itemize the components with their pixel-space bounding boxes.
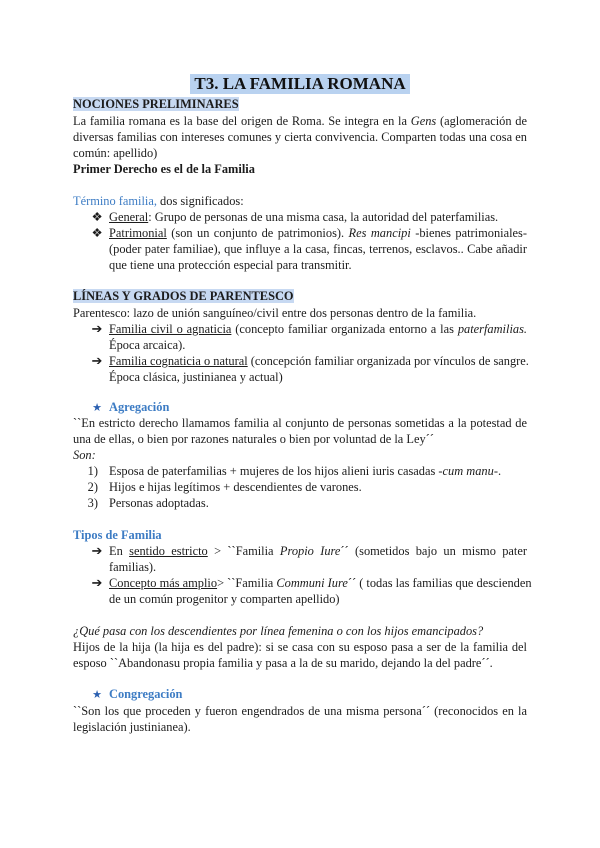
bullet-patrimonial-line-1: Patrimonial (son un conjunto de patrimonios). Res mancipi -bienes patrimoniales- <box>109 226 527 240</box>
section-heading-parentesco: LÍNEAS Y GRADOS DE PARENTESCO <box>73 289 294 303</box>
familia-cognaticia-line-2: Época clásica, justinianea y actual) <box>109 370 283 384</box>
question-line: ¿Qué pasa con los descendientes por línea femenina o con los hijos emancipados? <box>73 624 484 638</box>
paragraph-familia-romana-line-2: diversas familias con intereses comunes y cierta convivencia. Comparten todas una cosa en <box>73 130 527 144</box>
familia-civil-line-1: Familia civil o agnaticia (concepto familiar organizada entorno a las paterfamilias. <box>109 322 527 336</box>
star-bullet-icon: ★ <box>92 402 102 414</box>
bullet-patrimonial-line-3: que tiene una protección especial para transmitir. <box>109 258 352 272</box>
list-item: Esposa de paterfamilias + mujeres de los hijos alieni iuris casadas -cum manu-. <box>109 464 502 478</box>
bullet-patrimonial-line-2: (poder pater familiae), que influye a la casa, fincas, terrenos, esclavos.. Cabe añadir <box>109 242 527 256</box>
agregacion-quote-line-1: ``En estricto derecho llamamos familia al conjunto de personas sometidas a la potestad de <box>73 416 527 430</box>
section-heading-agregacion: Agregación <box>109 400 170 414</box>
section-heading-nociones: NOCIONES PRELIMINARES <box>73 97 239 111</box>
paragraph-familia-romana-line-1: La familia romana es la base del origen de Roma. Se integra en la Gens (aglomeración de <box>73 114 527 128</box>
list-number: 1) <box>87 464 98 478</box>
familia-cognaticia-line-1: Familia cognaticia o natural (concepción familiar organizada por vínculos de sangre. <box>109 354 529 368</box>
arrow-bullet-icon: ➔ <box>91 543 103 558</box>
term-familia-line: Término familia, dos significados: <box>73 194 244 208</box>
gens-term: Gens <box>410 114 437 128</box>
answer-line-2: esposo ``Abandonasu propia familia y pasa a la de su marido, dejando la del padre´´. <box>73 656 493 670</box>
star-bullet-icon: ★ <box>92 689 102 701</box>
arrow-bullet-icon: ➔ <box>91 321 103 336</box>
tipo-amplio-line-2: de un común progenitor y comparten apellido) <box>109 592 340 606</box>
bold-statement: Primer Derecho es el de la Familia <box>73 162 255 176</box>
arrow-bullet-icon: ➔ <box>91 353 103 368</box>
congregacion-quote-line-2: legislación justinianea). <box>73 720 191 734</box>
list-item: Personas adoptadas. <box>109 496 209 510</box>
agregacion-quote-line-2: una de ellas, o bien por razones naturales o bien por voluntad de la Ley´´ <box>73 432 434 446</box>
familia-civil-line-2: Época arcaica). <box>109 338 186 352</box>
tipo-estricto-line-2: familias). <box>109 560 157 574</box>
tipo-estricto-line-1: En sentido estricto > ``Familia Propio Iure´´ (sometidos bajo un mismo pater <box>109 544 528 558</box>
parentesco-definition: Parentesco: lazo de unión sanguíneo/civil entre dos personas dentro de la familia. <box>73 306 477 320</box>
paragraph-familia-romana-line-3: común: apellido) <box>73 146 158 160</box>
diamond-bullet-icon: ❖ <box>91 226 103 240</box>
list-number: 3) <box>87 496 98 510</box>
list-item: Hijos e hijas legítimos + descendientes de varones. <box>109 480 362 494</box>
diamond-bullet-icon: ❖ <box>91 210 103 224</box>
bullet-general: General: Grupo de personas de una misma casa, la autoridad del paterfamilias. <box>109 210 499 224</box>
answer-line-1: Hijos de la hija (la hija es del padre): si se casa con su esposo pasa a ser de la familia del <box>73 640 527 654</box>
arrow-bullet-icon: ➔ <box>91 575 103 590</box>
congregacion-quote-line-1: ``Son los que proceden y fueron engendrados de una misma persona´´ (reconocidos en la <box>73 704 527 718</box>
tipo-amplio-line-1: Concepto más amplio> ``Familia Communi Iure´´ ( todas las familias que descienden <box>109 576 532 590</box>
section-heading-congregacion: Congregación <box>109 687 183 701</box>
list-number: 2) <box>87 480 98 494</box>
son-label: Son: <box>73 448 96 462</box>
section-heading-tipos-familia: Tipos de Familia <box>73 528 162 542</box>
page-title: T3. LA FAMILIA ROMANA <box>190 74 410 94</box>
